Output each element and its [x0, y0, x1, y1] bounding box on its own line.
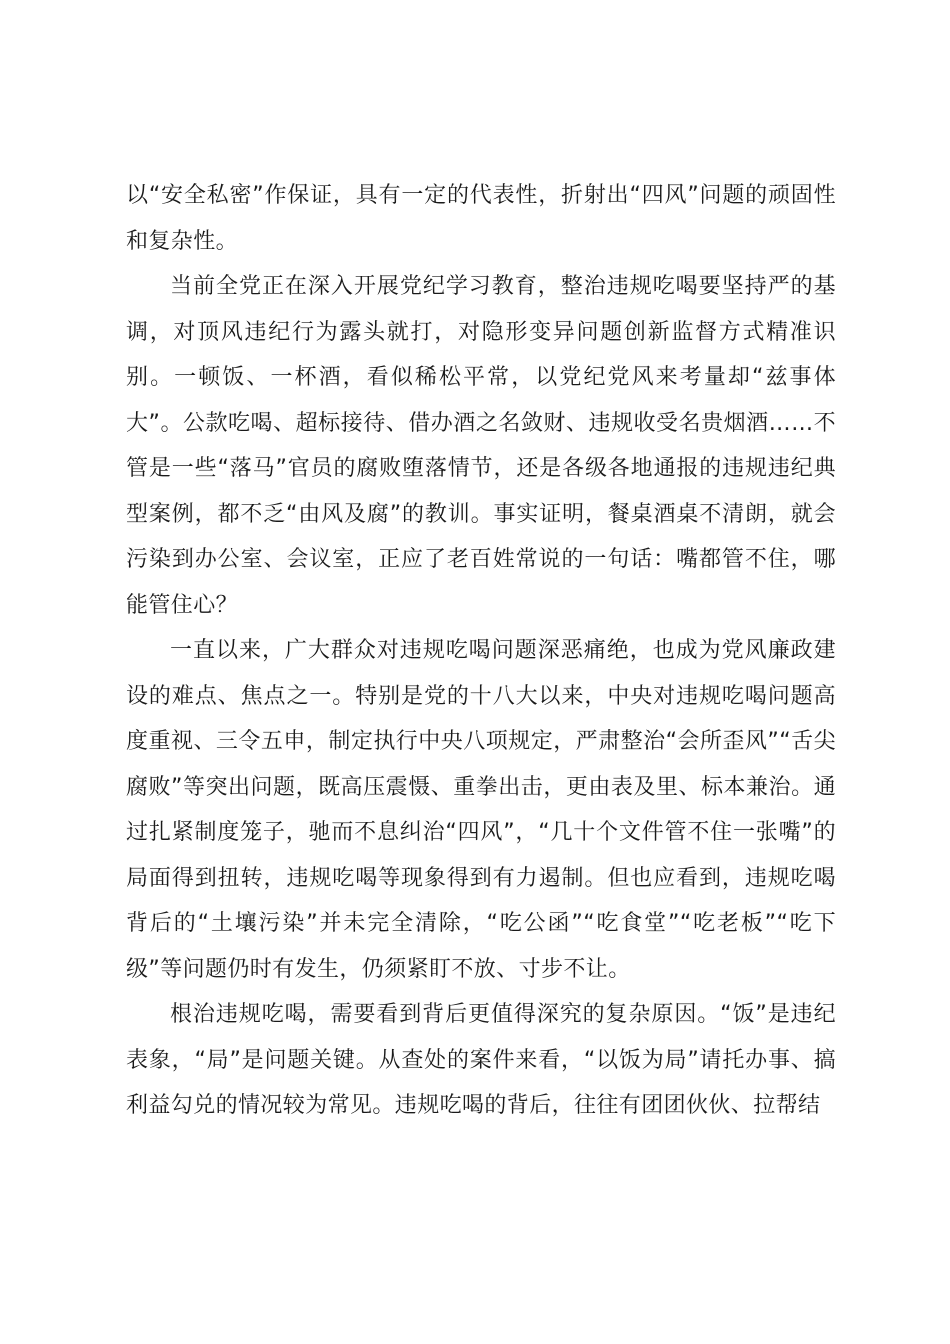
paragraph-root-causes: 根治违规吃喝，需要看到背后更值得深究的复杂原因。“饭”是违纪表象，“局”是问题关键。从查处的案件来看，“以饭为局”请托办事、搞利益勾兑的情况较为常见。违规吃喝的背后，往往有团团伙伙、拉帮结 [126, 1002, 836, 1118]
paragraph-continuation: 以“安全私密”作保证，具有一定的代表性，折射出“四风”问题的顽固性和复杂性。 [126, 183, 836, 254]
paragraph-party-discipline: 当前全党正在深入开展党纪学习教育，整治违规吃喝要坚持严的基调，对顶风违纪行为露头就打，对隐形变异问题创新监督方式精准识别。一顿饭、一杯酒，看似稀松平常，以党纪党风来考量却“兹事体大”。公款吃喝、超标接待、借办酒之名敛财、违规收受名贵烟酒……不管是一些“落马”官员的腐败堕落情节，还是各级各地通报的违规违纪典型案例，都不乏“由风及腐”的教训。事实证明，餐桌酒桌不清朗，就会污染到办公室、会议室，正应了老百姓常说的一句话：嘴都管不住，哪能管住心？ [126, 274, 836, 618]
article-body [126, 173, 836, 1129]
paragraph-eight-rules: 一直以来，广大群众对违规吃喝问题深恶痛绝，也成为党风廉政建设的难点、焦点之一。特别是党的十八大以来，中央对违规吃喝问题高度重视、三令五申，制定执行中央八项规定，严肃整治“会所歪风”“舌尖腐败”等突出问题，既高压震慑、重拳出击，更由表及里、标本兼治。通过扎紧制度笼子，驰而不息纠治“四风”，“几十个文件管不住一张嘴”的局面得到扭转，违规吃喝等现象得到有力遏制。但也应看到，违规吃喝背后的“土壤污染”并未完全清除，“吃公函”“吃食堂”“吃老板”“吃下级”等问题仍时有发生，仍须紧盯不放、寸步不让。 [126, 638, 836, 982]
